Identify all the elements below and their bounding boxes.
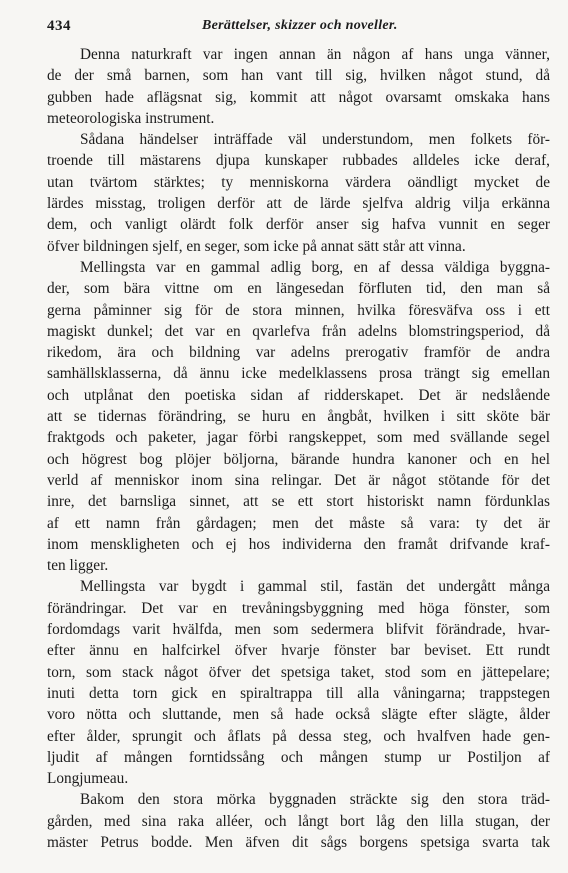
text-line: ten ligger. [47,557,109,575]
text-line: utan tvärtom stärktes; ty menniskorna värdera oändligt mycket de [47,173,550,191]
text-line: inuti detta torn gick en spiraltrappa till alla våningarna; trappstegen [47,684,550,702]
paragraph [47,257,550,576]
text-line: af ett namn från gårdagen; men det måste så vara: ty det är [47,514,550,532]
text-line: att se tidernas förändring, se huru en ångbåt, hvilken i sitt sköte bär [47,408,550,426]
text-line: fraktgods och paketer, jagar förbi rangskeppet, som med svällande segel [47,429,550,447]
text-line: gerna påminner sig för de stora minnen, hvilka föresväfva oss i ett [47,301,550,319]
text-line: och utplånat den poetiska sidan af ridderskapet. Det är nedslående [47,386,550,404]
text-line: fordomdags varit hvälfda, men som sedermera blifvit förändrade, hvar- [47,621,550,639]
text-line: efter ännu en halfcirkel öfver hvarje fönster bar beviset. Ett rundt [47,642,550,660]
paragraph [47,44,550,129]
text-line: öfver bildningen sjelf, en seger, som icke på annat sätt står att vinna. [47,237,466,255]
text-line: efter ålder, sprungit och åflats på dessa steg, och hvalfven hade gen- [47,727,550,745]
page-number: 434 [47,18,71,34]
body-text [47,44,550,853]
text-line: de der små barnen, som han vant till sig, hvilken något stund, då [47,67,550,85]
text-line: inom menskligheten och ej hos individerna den framåt drifvande kraf- [47,535,550,553]
paragraph [47,129,550,257]
text-line: lärdes misstag, troligen derför att de lärde sjelfva aldrig vilja erkänna [47,195,550,213]
text-line: förändringar. Det var en trevåningsbyggning med höga fönster, som [47,599,550,617]
text-line: Denna naturkraft var ingen annan än någon af hans unga vänner, [80,46,550,63]
text-line: meteorologiska instrument. [47,109,215,127]
text-line: magiskt dunkel; det var en qvarlefva från adelns blomstringsperiod, då [47,322,550,340]
text-line: samhällsklasserna, då ännu icke medelklassens prosa trängt sig emellan [47,365,550,383]
text-line: voro nötta och sluttande, men så hade också slägte efter slägte, ålder [47,706,550,724]
text-line: torn, som stack något öfver det spetsiga taket, stod som en jättepelare; [47,663,550,681]
text-line: Mellingsta var en gammal adlig borg, en af dessa väldiga byggna- [80,258,550,276]
text-line: der, som bära vittne om en längesedan förfluten tid, den man så [47,280,550,298]
text-line: inre, det barnsliga sinnet, att se ett stort historiskt namn fördunklas [47,493,550,511]
text-line: Bakom den stora mörka byggnaden sträckte sig den stora träd- [80,791,550,809]
text-line: verld af menniskor inom sina relingar. Det är något stötande för det [47,471,550,489]
text-line: rikedom, ära och bildning var adelns prerogativ framför de andra [47,344,550,362]
text-line: Longjumeau. [47,770,129,788]
running-title: Berättelser, skizzer och noveller. [202,18,398,33]
text-line: Mellingsta var bygdt i gammal stil, fastän det undergått många [80,578,550,596]
text-line: ljudit af mången forntidssång och mången stump ur Postiljon af [47,748,550,766]
page-header [47,12,550,34]
text-line: Sådana händelser inträffade väl understundom, men folkets för- [80,131,550,149]
text-line: dem, och vanligt olärdt folk derför anser sig hafva vunnit en seger [47,216,550,234]
paragraph [47,789,550,853]
text-line: troende till mästarens djupa kunskaper rubbades alldeles icke deraf, [47,152,550,170]
text-line: mäster Petrus bodde. Men äfven dit sågs borgens spetsiga svarta tak [47,833,550,851]
text-line: gården, med sina raka alléer, och långt bort låg den lilla stugan, der [47,812,550,830]
text-line: och högrest bog plöjer böljorna, bärande hundra kanoner och en hel [47,450,550,468]
paragraph [47,576,550,789]
text-line: gubben hade aflägsnat sig, kommit att något ovarsamt omskaka hans [47,88,550,106]
